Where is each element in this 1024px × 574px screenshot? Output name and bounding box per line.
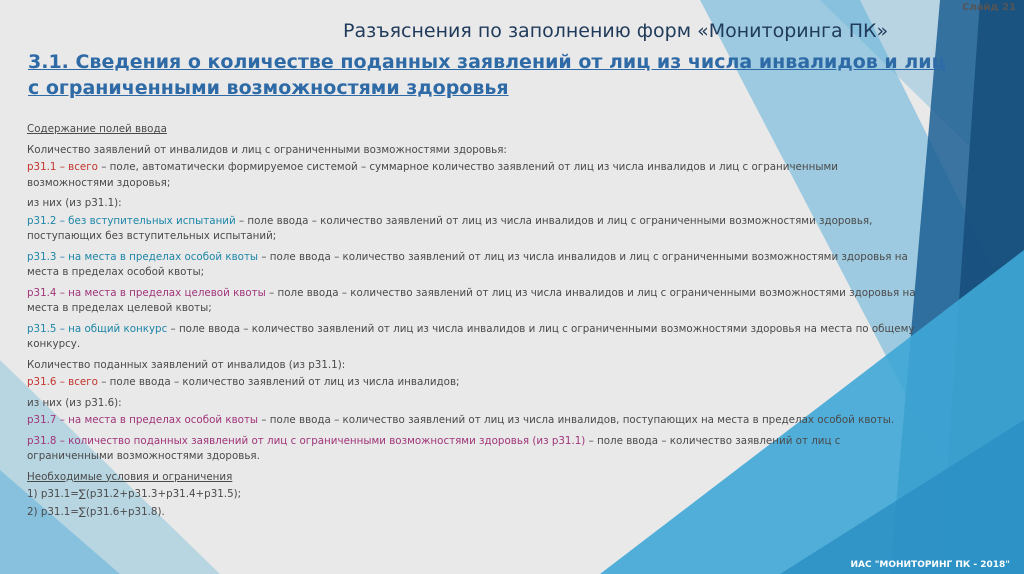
page-title: 3.1. Сведения о количестве поданных заявлений от лиц из числа инвалидов и лиц с ограниченными возможностями здоровья (28, 51, 946, 99)
field-code: p31.1 – всего (27, 161, 98, 173)
of-them-line: из них (из p31.1): (27, 197, 122, 209)
field-code: p31.6 – всего (27, 376, 98, 388)
footer-label: ИАС "МОНИТОРИНГ ПК - 2018" (850, 560, 1010, 570)
field-description: – поле ввода – количество заявлений от лиц из числа инвалидов и лиц с ограниченными возможностями здоровья на места по общему конкурсу. (27, 322, 915, 350)
field-p31-4 (27, 286, 927, 317)
condition-1: 1) p31.1=∑(p31.2+p31.3+p31.4+p31.5); (27, 488, 242, 500)
field-description: – поле ввода – количество заявлений от лиц из числа инвалидов, поступающих на места в пределах особой квоты. (258, 414, 895, 426)
intro-line: Количество заявлений от инвалидов и лиц с ограниченными возможностями здоровья: (27, 143, 507, 156)
slide-number: Слайд 21 (962, 2, 1016, 13)
content-body (27, 122, 927, 525)
field-p31-7 (27, 413, 927, 429)
conditions-label: Необходимые условия и ограничения (27, 470, 233, 483)
of-them-line-2: из них (из p31.6): (27, 396, 122, 409)
field-p31-5 (27, 322, 927, 353)
field-code: p31.7 – на места в пределах особой квоты (27, 414, 259, 426)
field-code: p31.8 – количество поданных заявлений от лиц с ограниченными возможностями здоровья (из p31.1) (27, 434, 586, 447)
field-description: – поле ввода – количество заявлений от лиц из числа инвалидов и лиц с ограниченными возможностями здоровья, поступающих без вступительных испытаний; (27, 214, 873, 242)
section-label: Содержание полей ввода (27, 123, 167, 135)
field-code: p31.5 – на общий конкурс (27, 322, 168, 335)
condition-2: 2) p31.1=∑(p31.6+p31.8). (27, 505, 165, 518)
field-p31-3 (27, 250, 927, 281)
header-title: Разъяснения по заполнению форм «Мониторинга ПК» (343, 20, 889, 42)
field-description: – поле, автоматически формируемое системой – суммарное количество заявлений от лиц из числа инвалидов и лиц с ограниченными возможностями здоровья; (27, 161, 838, 189)
field-description: – поле ввода – количество заявлений от лиц с ограниченными возможностями здоровья. (27, 434, 841, 462)
intro-line-2: Количество поданных заявлений от инвалидов (из p31.1): (27, 358, 346, 371)
field-description: – поле ввода – количество заявлений от лиц из числа инвалидов и лиц с ограниченными возможностями здоровья на места в пределах целевой квоты; (27, 286, 916, 314)
field-p31-2 (27, 214, 927, 245)
field-p31-8 (27, 434, 927, 465)
field-p31-1 (27, 160, 927, 191)
field-description: – поле ввода – количество заявлений от лиц из числа инвалидов; (97, 376, 460, 388)
field-code: p31.3 – на места в пределах особой квоты (27, 250, 259, 263)
field-code: p31.2 – без вступительных испытаний (27, 214, 236, 227)
field-p31-6 (27, 375, 927, 391)
field-code: p31.4 – на места в пределах целевой квоты (27, 286, 266, 299)
field-description: – поле ввода – количество заявлений от лиц из числа инвалидов и лиц с ограниченными возможностями здоровья на места в пределах особой квоты; (27, 250, 908, 278)
